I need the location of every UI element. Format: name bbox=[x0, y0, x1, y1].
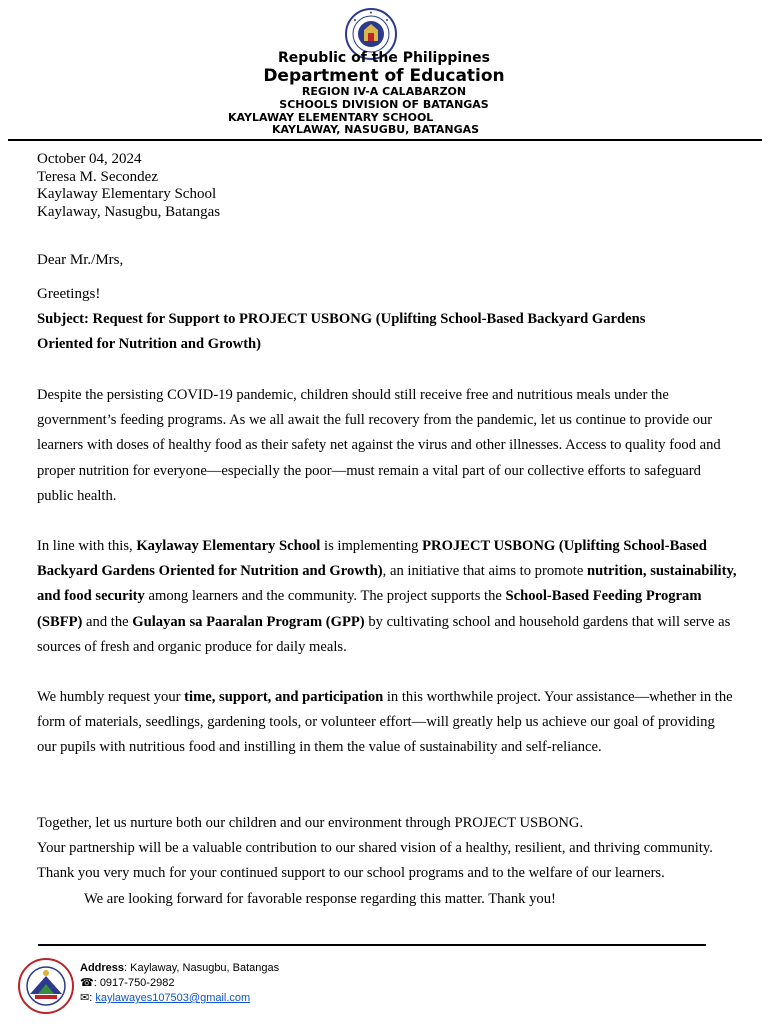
p2-bold-goals: nutrition, sustainability, and food security bbox=[37, 563, 737, 605]
closing bbox=[37, 811, 737, 912]
school-logo bbox=[18, 958, 74, 1014]
email-separator: : bbox=[89, 992, 96, 1004]
subject-line-1: Subject: Request for Support to PROJECT USBONG (Uplifting School-Based Backyard Gardens bbox=[37, 311, 646, 327]
p2-bold-gpp: Gulayan sa Paaralan Program (GPP) bbox=[132, 613, 365, 630]
p2-text-2: is implementing bbox=[320, 538, 423, 554]
header-department: Department of Education bbox=[263, 66, 505, 86]
p2-text-3: , an initiative that aims to promote bbox=[382, 563, 587, 580]
p2-text-5: and the bbox=[82, 613, 133, 630]
recipient-school: Kaylaway Elementary School bbox=[37, 186, 217, 202]
p3-text-2: in this worthwhile project. Your assistance—whether in the form of materials, seedlings, gardening tools, or volunteer effort—will greatly help us achieve our goal of providing our pupils with nutritious food and instilling in them the value of sustainability and self-reliance. bbox=[37, 689, 733, 756]
footer-contact bbox=[80, 961, 279, 1006]
subject-line-2: Oriented for Nutrition and Growth) bbox=[37, 336, 262, 353]
recipient-address: Kaylaway, Nasugbu, Batangas bbox=[37, 203, 221, 220]
header-divider bbox=[8, 139, 762, 141]
p3-text-1: We humbly request your bbox=[37, 689, 185, 705]
greeting: Greetings! bbox=[37, 286, 101, 302]
header-region: REGION IV-A CALABARZON bbox=[301, 85, 467, 98]
p2-text-6: by cultivating school and household gardens that will serve as sources of fresh and organic produce for daily meals. bbox=[37, 613, 731, 655]
p2-text-4: among learners and the community. The project supports the bbox=[144, 588, 506, 605]
address-value: : Kaylaway, Nasugbu, Batangas bbox=[124, 962, 280, 974]
phone-number: : 0917-750-2982 bbox=[93, 977, 175, 989]
recipient-block bbox=[37, 151, 220, 221]
footer-address bbox=[80, 961, 279, 976]
phone-icon: ☎ bbox=[80, 977, 94, 989]
closing-line-4: We are looking forward for favorable response regarding this matter. Thank you! bbox=[84, 890, 556, 907]
paragraph-1 bbox=[37, 383, 737, 509]
header-division: SCHOOLS DIVISION OF BATANGAS bbox=[279, 98, 489, 111]
letter-date: October 04, 2024 bbox=[37, 151, 142, 167]
email-link[interactable]: kaylawayes107503@gmail.com bbox=[95, 992, 251, 1004]
footer-divider bbox=[38, 944, 706, 946]
p2-bold-sbfp: School-Based Feeding Program (SBFP) bbox=[37, 588, 702, 630]
paragraph-2 bbox=[37, 534, 737, 660]
recipient-name: Teresa M. Secondez bbox=[37, 168, 158, 185]
header-school-address: KAYLAWAY, NASUGBU, BATANGAS bbox=[272, 123, 480, 136]
footer-email bbox=[80, 991, 279, 1006]
paragraph-1-text: Despite the persisting COVID-19 pandemic, children should still receive free and nutritious meals under the government’s feeding programs. As we all await the full recovery from the pandemic, let us continue to provide our learners with doses of healthy food as their safety net against the virus and other illnesses. Access to quality food and proper nutrition for everyone—especially the poor—must remain a vital part of our collective efforts to safeguard public health. bbox=[37, 387, 721, 504]
footer-phone bbox=[80, 976, 279, 991]
closing-line-2: Your partnership will be a valuable contribution to our shared vision of a healthy, resilient, and thriving community. bbox=[37, 840, 713, 857]
closing-line-3: Thank you very much for your continued support to our school programs and to the welfare of our learners. bbox=[37, 865, 665, 882]
subject bbox=[37, 307, 737, 357]
salutation: Dear Mr./Mrs, bbox=[37, 252, 124, 268]
address-label: Address bbox=[80, 962, 125, 974]
p3-bold-request: time, support, and participation bbox=[184, 689, 384, 705]
header-republic: Republic of the Philippines bbox=[278, 50, 490, 66]
envelope-icon: ✉ bbox=[80, 992, 90, 1004]
paragraph-3 bbox=[37, 685, 737, 761]
header-school: KAYLAWAY ELEMENTARY SCHOOL bbox=[228, 111, 434, 124]
p2-bold-project: PROJECT USBONG (Uplifting School-Based Backyard Gardens Oriented for Nutrition and Growth) bbox=[37, 538, 707, 580]
p2-bold-school: Kaylaway Elementary School bbox=[136, 538, 321, 554]
closing-line-1: Together, let us nurture both our children and our environment through PROJECT USBONG. bbox=[37, 815, 584, 831]
p2-text-1: In line with this, bbox=[37, 538, 137, 554]
